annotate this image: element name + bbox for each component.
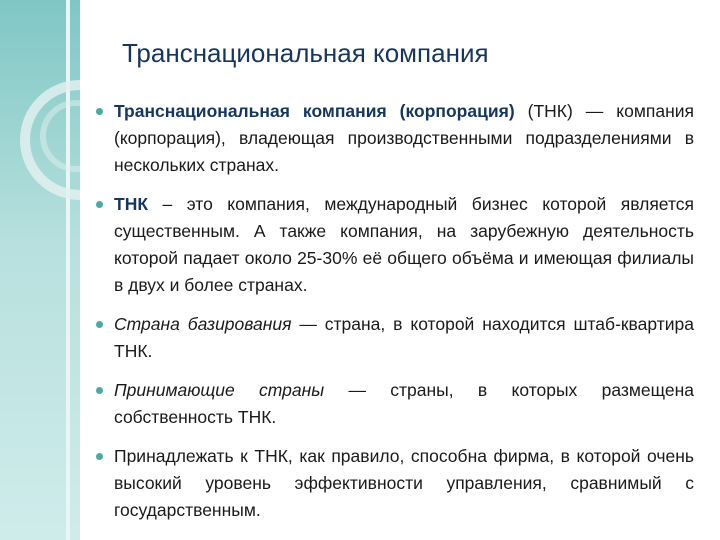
item-term: Страна базирования bbox=[114, 314, 292, 334]
list-item bbox=[96, 311, 694, 365]
bullet-icon bbox=[96, 201, 103, 208]
item-term: Принимающие страны bbox=[114, 380, 325, 400]
list-item bbox=[96, 98, 694, 179]
list-item bbox=[96, 377, 694, 431]
list-item bbox=[96, 191, 694, 299]
bullet-icon bbox=[96, 321, 103, 328]
bullet-icon bbox=[96, 108, 103, 115]
item-text: Принадлежать к ТНК, как правило, способна фирма, в которой очень высокий уровень эффективности управления, сравнимый с государственным. bbox=[114, 446, 694, 520]
item-term: ТНК bbox=[114, 194, 149, 214]
slide-title: Транснациональная компания bbox=[122, 38, 489, 68]
list-item bbox=[96, 443, 694, 524]
bullet-list bbox=[96, 98, 694, 536]
item-text: (ТНК) — компания (корпорация), владеющая производственными подразделениями в нескольких странах. bbox=[114, 101, 694, 175]
item-term: Транснациональная компания (корпорация) bbox=[114, 101, 515, 121]
bullet-icon bbox=[96, 387, 103, 394]
item-text: — страны, в которых размещена собственность ТНК. bbox=[114, 380, 694, 427]
item-text: — страна, в которой находится штаб-квартира ТНК. bbox=[114, 314, 694, 361]
bullet-icon bbox=[96, 453, 103, 460]
item-text: – это компания, международный бизнес которой является существенным. А также компания, на зарубежную деятельность которой падает около 25-30% её общего объёма и имеющая филиалы в двух и более странах. bbox=[114, 194, 694, 295]
